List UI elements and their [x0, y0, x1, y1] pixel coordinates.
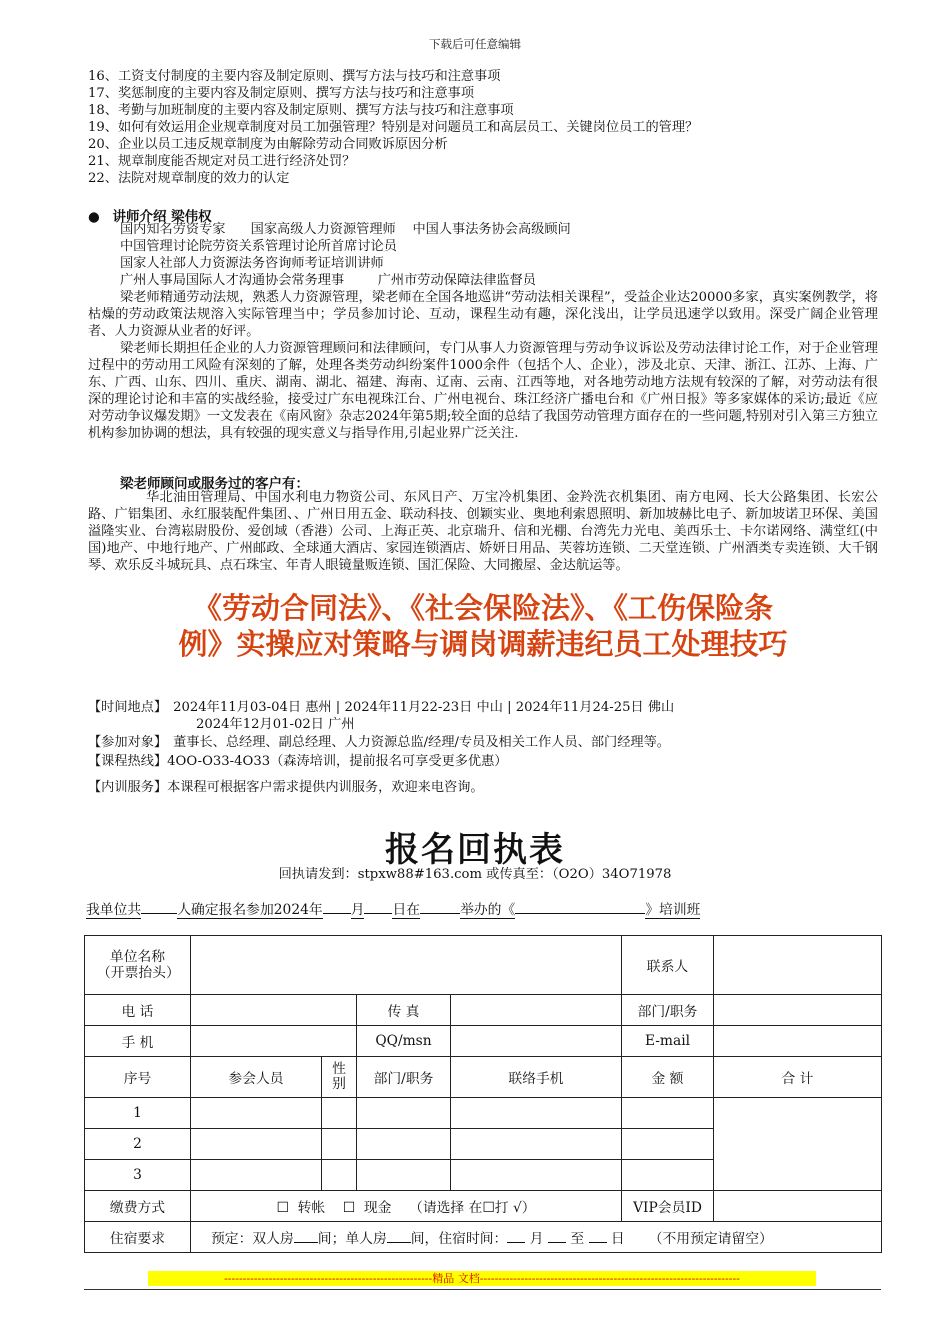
dept-title-field[interactable] [714, 995, 882, 1026]
mobile-label: 手 机 [85, 1026, 191, 1057]
lecturer-title: 讲师介绍 梁伟权 [112, 209, 212, 225]
list-item: 20、企业以员工违反规章制度为由解除劳动合同败诉原因分析 [88, 137, 448, 152]
bullet-icon: ● [88, 209, 100, 225]
gender-field[interactable] [322, 1160, 357, 1191]
amount-field[interactable] [622, 1098, 714, 1129]
payment-label: 缴费方式 [85, 1191, 191, 1222]
sentence-part: 月 [351, 898, 365, 919]
lecturer-bio-2: 梁老师长期担任企业的人力资源管理顾问和法律顾问，专门从事人力资源管理与劳动争议诉讼及劳动法律讨论工作，对于企业管理过程中的劳动用工风险有深刻的了解，处理各类劳动纠纷案件1000余件（包括个人、企业），涉及北京、天津、浙江、江苏、上海、广东、广西、山东、四川、重庆、湖南、湖北、福建、海南、辽南、云南、江西等地，对各地劳动地方法规有较深的了解，对劳动法有很深的理论讨论和丰富的实战经验，接受过广东电视珠江台、广州电视台、珠江经济广播电台和《广州日报》等多家媒体的采访;最近《应对劳动争议爆发期》一文发表在《南风窗》杂志2024年第5期;较全面的总结了我国劳动管理方面存在的一些问题,特别对引入第三方独立机构参加协调的想法，具有较强的现实意义与指导作用,引起业界广泛关注. [88, 341, 878, 441]
lodging-text: 至 [570, 1231, 585, 1247]
sentence-part: 》培训班 [645, 898, 700, 919]
list-item: 16、工资支付制度的主要内容及制定原则、撰写方法与技巧和注意事项 [88, 69, 501, 84]
lodging-text: 日 [610, 1231, 625, 1247]
clients-list: 华北油田管理局、中国水利电力物资公司、东风日产、万宝冷机集团、金羚洗衣机集团、南方电网、长大公路集团、长宏公路、广铝集团、永红服装配件集团、、广州日用五金、联动科技、创颖实业、奥地利索恩照明、新加坡赫比电子、新加坡诺卫环保、美国溢隆实业、台湾崧尉股份、爱创域（香港）公司、上海正英、北京瑞升、信和光棚、台湾先力光电、美西乐士、卡尔诺网络、满堂红(中国)地产、中地行地产、广州邮政、全球通大酒店、家园连锁酒店、娇妍日用品、芙蓉坊连锁、二天堂连锁、广州酒类专卖连锁、大千钢琴、欢乐反斗城玩具、点石珠宝、年青人眼镜量贩连锁、国汇保险、大同搬屋、金达航运等。 [88, 490, 878, 573]
gender-field[interactable] [322, 1129, 357, 1160]
row-number: 3 [85, 1160, 191, 1191]
attendee-mobile-field[interactable] [451, 1098, 622, 1129]
course-title-line: 例》实操应对策略与调岗调薪违纪员工处理技巧 [178, 627, 788, 661]
single-room-blank[interactable] [387, 1242, 411, 1243]
col-header-dept: 部门/职务 [357, 1057, 451, 1098]
attendee-mobile-field[interactable] [451, 1129, 622, 1160]
lodging-text: 预定：双人房 [211, 1231, 294, 1247]
gender-field[interactable] [322, 1098, 357, 1129]
month-blank[interactable] [323, 913, 351, 914]
info-label: 【内训服务】 [88, 780, 168, 795]
lodging-text: 间；单人房 [317, 1231, 387, 1247]
registration-sentence [86, 898, 700, 919]
audience [88, 734, 670, 751]
col-header-no: 序号 [85, 1057, 191, 1098]
list-item: 22、法院对规章制度的效力的认定 [88, 171, 290, 186]
info-label: 【课程热线】 [88, 754, 168, 769]
info-value: 2024年11月03-04日 惠州 | 2024年11月22-23日 中山 | 2024年11月24-25日 佛山 [173, 700, 675, 715]
form-subtitle: 回执请发到：stpxw88#163.com 或传真至：（O2O）34O71978 [278, 867, 672, 882]
form-title: 报名回执表 [385, 830, 565, 870]
attendee-field[interactable] [191, 1098, 322, 1129]
unit-name-field[interactable] [191, 936, 622, 995]
contact-field[interactable] [714, 936, 882, 995]
amount-field[interactable] [622, 1160, 714, 1191]
end-day-blank[interactable] [589, 1242, 607, 1243]
inhouse-service [88, 779, 484, 796]
info-value: 本课程可根据客户需求提供内训服务，欢迎来电咨询。 [167, 780, 484, 795]
info-value: 4OO-O33-4O33（森涛培训，提前报名可享受更多优惠） [167, 754, 508, 769]
course-title-line: 《劳动合同法》、《社会保险法》、《工伤保险条 [192, 591, 773, 625]
clients-heading: 梁老师顾问或服务过的客户有： [120, 476, 309, 492]
sentence-part: 举办的《 [460, 898, 515, 919]
info-label: 【参加对象】 [88, 735, 168, 750]
phone-label: 电 话 [85, 995, 191, 1026]
list-item: 18、考勤与加班制度的主要内容及制定原则、撰写方法与技巧和注意事项 [88, 103, 514, 118]
lodging-note: （不用预定请留空） [648, 1231, 773, 1247]
info-label: 【时间地点】 [88, 700, 168, 715]
qq-field[interactable] [451, 1026, 622, 1057]
course-blank[interactable] [515, 913, 645, 914]
double-room-blank[interactable] [294, 1242, 318, 1243]
dept-field[interactable] [357, 1129, 451, 1160]
attendee-mobile-field[interactable] [451, 1160, 622, 1191]
footer-divider [84, 1289, 881, 1290]
amount-field[interactable] [622, 1129, 714, 1160]
footer-banner: --------------------------------------------------------精品 文档---------------------------------------------------------------------- [148, 1271, 816, 1286]
row-number: 2 [85, 1129, 191, 1160]
lodging-text: 月 [529, 1231, 544, 1247]
phone-field[interactable] [191, 995, 357, 1026]
start-day-blank[interactable] [548, 1242, 566, 1243]
email-label: E-mail [622, 1026, 714, 1057]
sentence-part: 日在 [392, 898, 420, 919]
hotline [88, 753, 507, 770]
fax-label: 传 真 [357, 995, 451, 1026]
email-field[interactable] [714, 1026, 882, 1057]
list-item: 19、如何有效运用企业规章制度对员工加强管理？特别是对问题员工和高层员工、关键岗位员工的管理？ [88, 120, 699, 135]
fax-field[interactable] [451, 995, 622, 1026]
lecturer-line: 广州人事局国际人才沟通协会常务理事 广州市劳动保障法律监督员 [120, 273, 536, 288]
col-header-attendee: 参会人员 [191, 1057, 322, 1098]
dept-field[interactable] [357, 1098, 451, 1129]
lecturer-line: 国内知名劳资专家 国家高级人力资源管理师 中国人事法务协会高级顾问 [120, 222, 571, 237]
lecturer-bio-1: 梁老师精通劳动法规，熟悉人力资源管理，梁老师在全国各地巡讲“劳动法相关课程”，受益企业达20000多家，真实案例教学，将枯燥的劳动政策法规溶入实际管理当中；学员参加讨论、互动，课程生动有趣，深化浅出，让学员迅速学以致用。深受广阔企业管理者、人力资源从业者的好评。 [88, 290, 878, 339]
time-location [88, 699, 674, 716]
lecturer-line: 国家人社部人力资源法务咨询师考证培训讲师 [120, 256, 384, 271]
course-title [88, 590, 878, 662]
registration-table [84, 935, 882, 1253]
vip-field[interactable] [714, 1191, 882, 1222]
attendee-field[interactable] [191, 1129, 322, 1160]
unit-name-label: 单位名称（开票抬头） [85, 936, 191, 995]
col-header-total: 合 计 [714, 1057, 882, 1098]
sentence-part: 我单位共 [86, 898, 141, 919]
time-location-cont: 2024年12月01-02日 广州 [196, 717, 355, 732]
mobile-field[interactable] [191, 1026, 357, 1057]
sentence-part: 人确定报名参加2024年 [177, 898, 323, 919]
day-blank[interactable] [364, 913, 392, 914]
location-blank[interactable] [420, 913, 460, 914]
lodging-label: 住宿要求 [85, 1222, 191, 1253]
col-header-amount: 金 额 [622, 1057, 714, 1098]
lodging-requirements[interactable] [191, 1222, 882, 1253]
lodging-text: 间，住宿时间： [410, 1231, 508, 1247]
info-value: 董事长、总经理、副总经理、人力资源总监/经理/专员及相关工作人员、部门经理等。 [173, 735, 670, 750]
contact-label: 联系人 [622, 936, 714, 995]
start-month-blank[interactable] [507, 1242, 525, 1243]
list-item: 21、规章制度能否规定对员工进行经济处罚？ [88, 154, 356, 169]
vip-label: VIP会员ID [622, 1191, 714, 1222]
page-header: 下载后可任意编辑 [429, 37, 521, 51]
lecturer-line: 中国管理讨论院劳资关系管理讨论所首席讨论员 [120, 239, 397, 254]
dept-field[interactable] [357, 1160, 451, 1191]
attendee-field[interactable] [191, 1160, 322, 1191]
dept-title-label: 部门/职务 [622, 995, 714, 1026]
topic-list [88, 68, 868, 187]
col-header-mobile: 联络手机 [451, 1057, 622, 1098]
col-header-gender: 性别 [322, 1057, 357, 1098]
total-field[interactable] [714, 1098, 882, 1191]
headcount-blank[interactable] [141, 913, 177, 914]
row-number: 1 [85, 1098, 191, 1129]
qq-label: QQ/msn [357, 1026, 451, 1057]
list-item: 17、奖惩制度的主要内容及制定原则、撰写方法与技巧和注意事项 [88, 86, 475, 101]
payment-options[interactable]: ☐ 转帐 ☐ 现金 （请选择 在☐打 √） [191, 1191, 622, 1222]
